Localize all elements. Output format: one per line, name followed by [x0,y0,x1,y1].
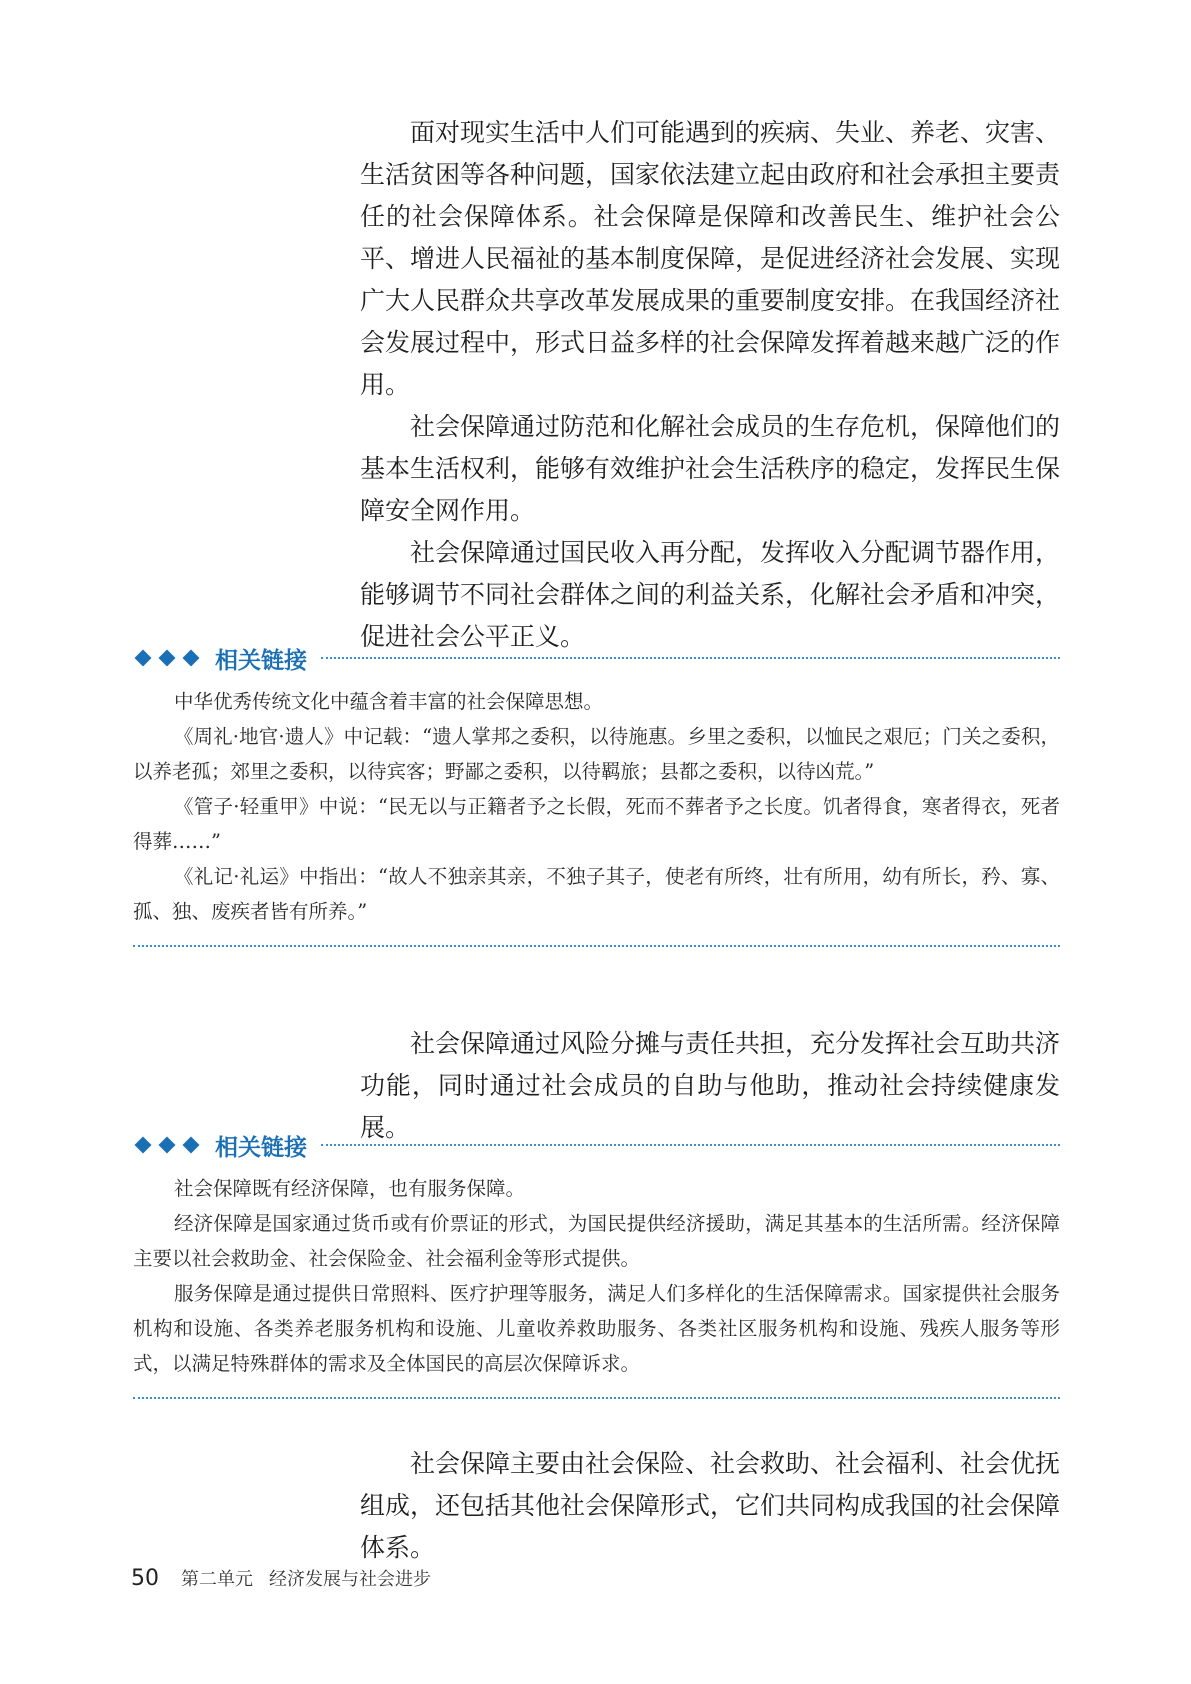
diamond-bullets-icon [133,1139,201,1151]
related-link-box-2 [133,1127,1060,1399]
link-paragraph: 经济保障是国家通过货币或有价票证的形式，为国民提供经济援助，满足其基本的生活所需。经济保障主要以社会救助金、社会保险金、社会福利金等形式提供。 [133,1212,1060,1270]
footer-unit: 第二单元 [181,1569,253,1590]
diamond-bullets-icon [133,652,201,664]
body-paragraph: 面对现实生活中人们可能遇到的疾病、失业、养老、灾害、生活贫困等各种问题，国家依法建立起由政府和社会承担主要责任的社会保障体系。社会保障是保障和改善民生、维护社会公平、增进人民福祉的基本制度保障，是促进经济社会发展、实现广大人民群众共享改革发展成果的重要制度安排。在我国经济社会发展过程中，形式日益多样的社会保障发挥着越来越广泛的作用。 [360,118,1061,399]
body-paragraph: 社会保障通过防范和化解社会成员的生存危机，保障他们的基本生活权利，能够有效维护社会生活秩序的稳定，发挥民生保障安全网作用。 [360,412,1061,525]
main-text-section-3 [360,1443,1060,1569]
link-paragraph: 社会保障既有经济保障，也有服务保障。 [173,1177,525,1200]
footer-chapter: 经济发展与社会进步 [269,1569,431,1590]
related-link-box-1 [133,640,1060,947]
related-link-title: 相关链接 [215,647,307,674]
dotted-divider [321,1144,1060,1146]
related-link-header [133,1127,1060,1163]
dotted-divider-bottom [133,1397,1060,1399]
related-link-body [133,676,1060,935]
link-paragraph: 中华优秀传统文化中蕴含着丰富的社会保障思想。 [173,690,603,713]
page-number: 50 [131,1566,159,1591]
dotted-divider [321,657,1060,659]
body-paragraph: 社会保障主要由社会保险、社会救助、社会福利、社会优抚组成，还包括其他社会保障形式，它们共同构成我国的社会保障体系。 [360,1449,1061,1562]
page-footer [131,1565,431,1591]
related-link-title: 相关链接 [215,1134,307,1161]
link-paragraph: 《管子·轻重甲》中说：“民无以与正籍者予之长假，死而不葬者予之长度。饥者得食，寒者得衣，死者得葬……” [133,795,1060,853]
body-paragraph: 社会保障通过风险分摊与责任共担，充分发挥社会互助共济功能，同时通过社会成员的自助与他助，推动社会持续健康发展。 [360,1029,1061,1142]
link-paragraph: 《周礼·地官·遗人》中记载：“遗人掌邦之委积，以待施惠。乡里之委积，以恤民之艰厄；门关之委积，以养老孤；郊里之委积，以待宾客；野鄙之委积，以待羁旅；县都之委积，以待凶荒。” [133,725,1060,783]
related-link-body [133,1163,1060,1387]
link-paragraph: 服务保障是通过提供日常照料、医疗护理等服务，满足人们多样化的生活保障需求。国家提供社会服务机构和设施、各类养老服务机构和设施、儿童收养救助服务、各类社区服务机构和设施、残疾人服务等形式，以满足特殊群体的需求及全体国民的高层次保障诉求。 [133,1282,1060,1375]
body-paragraph: 社会保障通过国民收入再分配，发挥收入分配调节器作用，能够调节不同社会群体之间的利益关系，化解社会矛盾和冲突，促进社会公平正义。 [360,538,1061,651]
link-paragraph: 《礼记·礼运》中指出：“故人不独亲其亲，不独子其子，使老有所终，壮有所用，幼有所长，矜、寡、孤、独、废疾者皆有所养。” [133,865,1060,923]
related-link-header [133,640,1060,676]
main-text-section-1 [360,112,1060,658]
dotted-divider-bottom [133,945,1060,947]
